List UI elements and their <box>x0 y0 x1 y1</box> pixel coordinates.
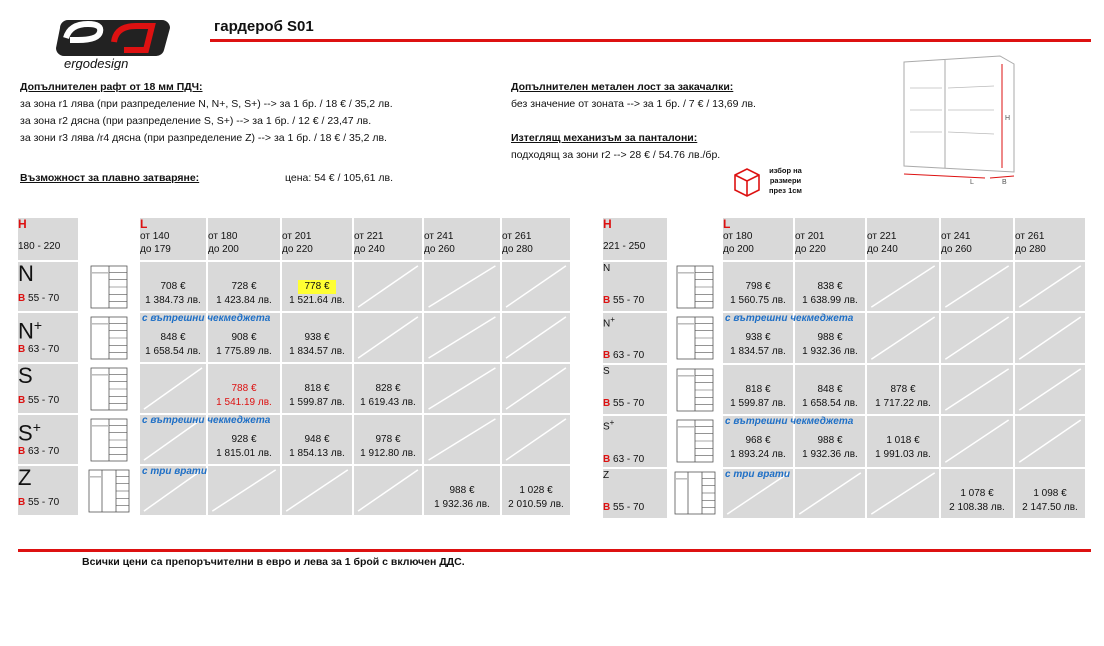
model-name: S <box>603 366 610 378</box>
unavailable-slash <box>941 262 1013 311</box>
wardrobe-layout-cell <box>80 466 138 515</box>
wardrobe-layout-cell <box>80 415 138 464</box>
unavailable-cell <box>140 364 206 413</box>
unavailable-cell <box>354 262 422 311</box>
right-col-4: от 261 до 280 <box>1015 218 1085 260</box>
left-row-z <box>18 466 570 515</box>
unavailable-slash <box>1015 365 1085 414</box>
price-bgn: 1 541.19 лв. <box>216 397 272 408</box>
left-col-5: от 261 до 280 <box>502 218 570 260</box>
wardrobe-layout-cell <box>669 416 721 466</box>
footer-note: Всички цени са препоръчителни в евро и лева за 1 брой с включен ДДС. <box>82 556 465 568</box>
price-bgn: 1 560.75 лв. <box>730 295 786 306</box>
depth-range: B 55 - 70 <box>603 295 645 306</box>
model-name: N+ <box>603 315 615 330</box>
shelf-line-2: за зона r2 дясна (при разпределение S, S+) --> за 1 бр. / 12 € / 23,47 лв. <box>20 115 372 127</box>
price-cell <box>424 466 500 515</box>
right-h-header: H 221 - 250 <box>603 218 667 260</box>
footer-divider <box>18 549 1091 552</box>
left-row-label <box>18 262 78 311</box>
price-eur: 1 078 € <box>960 487 994 499</box>
left-col-1: от 180 до 200 <box>208 218 280 260</box>
price-cell <box>867 365 939 414</box>
price-bgn: 1 599.87 лв. <box>289 397 345 408</box>
unavailable-cell <box>795 469 865 518</box>
price-eur: 908 € <box>231 332 257 343</box>
price-bgn: 1 717.22 лв. <box>875 398 931 410</box>
depth-range: B 63 - 70 <box>603 453 645 465</box>
unavailable-cell <box>354 313 422 362</box>
price-cell <box>723 365 793 414</box>
shelf-heading: Допълнителен рафт от 18 мм ПДЧ: <box>20 81 203 93</box>
price-eur: 978 € <box>375 434 401 445</box>
rod-info <box>511 79 756 113</box>
price-bgn: 1 991.03 лв. <box>875 449 931 461</box>
left-col-2: от 201 до 220 <box>282 218 352 260</box>
unavailable-slash <box>795 469 865 518</box>
row-note: с три врати <box>725 468 790 480</box>
model-name: N+ <box>18 317 43 344</box>
title-divider <box>210 39 1091 42</box>
unavailable-slash <box>354 313 422 362</box>
unavailable-slash <box>1015 313 1085 363</box>
wardrobe-s-icon <box>90 367 128 411</box>
price-bgn: 1 854.13 лв. <box>289 448 345 459</box>
price-cell <box>795 262 865 311</box>
left-row-n <box>18 262 570 311</box>
unavailable-slash <box>867 262 939 311</box>
unavailable-slash <box>941 313 1013 363</box>
right-row-label <box>603 469 667 518</box>
price-bgn: 1 775.89 лв. <box>216 346 272 357</box>
price-eur: 878 € <box>890 384 916 396</box>
price-eur: 948 € <box>304 434 330 445</box>
left-row-s <box>18 364 570 413</box>
model-name: Z <box>603 469 610 481</box>
unavailable-cell <box>867 469 939 518</box>
unavailable-cell <box>282 466 352 515</box>
right-row-label <box>603 416 667 466</box>
price-bgn: 1 932.36 лв. <box>434 499 490 510</box>
unavailable-slash <box>867 313 939 363</box>
unavailable-slash <box>208 466 280 515</box>
left-h-header: H 180 - 220 <box>18 218 78 260</box>
wardrobe-layout-cell <box>669 262 721 311</box>
wardrobe-s-icon <box>90 418 128 462</box>
left-row-label <box>18 466 78 515</box>
unavailable-cell <box>1015 262 1085 311</box>
price-cell <box>354 415 422 464</box>
unavailable-cell <box>424 415 500 464</box>
price-bgn: 1 619.43 лв. <box>360 397 416 408</box>
wardrobe-layout-cell <box>669 313 721 363</box>
price-eur: 788 € <box>231 383 257 394</box>
price-table-right <box>601 216 1087 520</box>
price-bgn: 2 010.59 лв. <box>508 499 564 510</box>
unavailable-cell <box>502 415 570 464</box>
unavailable-slash <box>502 313 570 362</box>
left-row-n-plus <box>18 313 570 362</box>
price-eur: 818 € <box>304 383 330 394</box>
right-col-2: от 221 до 240 <box>867 218 939 260</box>
wardrobe-n-icon <box>676 265 714 309</box>
depth-range: B 55 - 70 <box>18 395 60 406</box>
unavailable-cell <box>502 364 570 413</box>
soft-close-label: Възможност за плавно затваряне: <box>20 172 200 184</box>
price-cell <box>282 262 352 311</box>
left-col-0: L от 140 до 179 <box>140 218 206 260</box>
price-eur: 838 € <box>817 281 843 292</box>
left-body <box>18 262 570 515</box>
unavailable-slash <box>867 469 939 518</box>
row-note: с вътрешни чекмеджета <box>142 415 271 426</box>
price-cell <box>282 313 352 362</box>
unavailable-cell <box>502 262 570 311</box>
price-cell <box>941 469 1013 518</box>
unavailable-slash <box>354 466 422 515</box>
model-name: S+ <box>603 418 615 433</box>
unavailable-slash <box>502 364 570 413</box>
unavailable-slash <box>1015 416 1085 466</box>
price-cell <box>208 364 280 413</box>
price-bgn: 2 108.38 лв. <box>949 501 1005 513</box>
depth-range: B 63 - 70 <box>603 350 645 362</box>
price-bgn: 1 932.36 лв. <box>802 346 858 357</box>
depth-range: B 63 - 70 <box>18 446 60 458</box>
price-bgn: 1 658.54 лв. <box>145 346 201 357</box>
row-note: с вътрешни чекмеджета <box>142 313 271 324</box>
wardrobe-z-icon <box>88 469 130 513</box>
unavailable-cell <box>140 466 206 515</box>
right-row-z <box>603 469 1085 518</box>
row-note: с три врати <box>142 466 207 477</box>
price-eur: 798 € <box>745 281 771 292</box>
unavailable-cell <box>941 365 1013 414</box>
custom-size-text: избор на размери през 1см <box>769 166 802 195</box>
wardrobe-n-icon <box>676 316 714 360</box>
price-eur: 828 € <box>375 383 401 394</box>
right-row-label <box>603 313 667 363</box>
price-eur: 938 € <box>745 332 771 343</box>
price-eur: 1 028 € <box>519 485 553 496</box>
price-cell <box>140 262 206 311</box>
wardrobe-layout-cell <box>80 262 138 311</box>
unavailable-cell <box>723 469 793 518</box>
unavailable-slash <box>424 364 500 413</box>
shelf-info <box>20 79 393 147</box>
price-eur: 728 € <box>231 281 257 292</box>
unavailable-slash <box>502 415 570 464</box>
price-cell <box>723 262 793 311</box>
pants-info <box>511 130 720 164</box>
wardrobe-drawing <box>890 50 1030 185</box>
price-eur: 968 € <box>745 435 771 447</box>
price-bgn: 2 147.50 лв. <box>1022 501 1078 513</box>
model-name: N <box>603 263 611 274</box>
model-name: S+ <box>18 419 41 446</box>
price-table-left <box>16 216 572 517</box>
unavailable-slash <box>941 416 1013 466</box>
drawing-l-label: L <box>970 179 974 185</box>
wardrobe-n-icon <box>90 265 128 309</box>
unavailable-cell <box>941 313 1013 363</box>
unavailable-slash <box>282 466 352 515</box>
price-eur: 848 € <box>817 384 843 396</box>
unavailable-slash <box>941 365 1013 414</box>
unavailable-cell <box>941 262 1013 311</box>
left-row-s-plus <box>18 415 570 464</box>
unavailable-cell <box>941 416 1013 466</box>
drawing-b-label: B <box>1002 179 1007 185</box>
rod-heading: Допълнителен метален лост за закачалки: <box>511 81 734 93</box>
pants-line: подходящ за зони r2 --> 28 € / 54.76 лв./бр. <box>511 149 721 161</box>
right-col-3: от 241 до 260 <box>941 218 1013 260</box>
unavailable-slash <box>1015 262 1085 311</box>
drawing-h-label: H <box>1005 115 1011 122</box>
logo-text: ergodesign <box>64 56 129 70</box>
right-col-1: от 201 до 220 <box>795 218 865 260</box>
price-bgn: 1 932.36 лв. <box>802 449 858 461</box>
price-eur: 1 018 € <box>886 435 920 447</box>
row-note: с вътрешни чекмеджета <box>725 313 854 324</box>
unavailable-slash <box>424 415 500 464</box>
model-name: N <box>18 261 34 286</box>
price-eur: 938 € <box>304 332 330 343</box>
price-eur: 988 € <box>449 485 475 496</box>
unavailable-slash <box>140 364 206 413</box>
unavailable-cell <box>1015 365 1085 414</box>
price-cell <box>354 364 422 413</box>
left-row-label <box>18 415 78 464</box>
price-eur: 928 € <box>231 434 257 445</box>
unavailable-cell <box>424 364 500 413</box>
shelf-line-3: за зони r3 лява /r4 дясна (при разпределение Z) --> за 1 бр. / 18 € / 35,2 лв. <box>20 132 387 144</box>
left-col-3: от 221 до 240 <box>354 218 422 260</box>
depth-range: B 55 - 70 <box>18 293 60 304</box>
unavailable-slash <box>424 313 500 362</box>
pants-heading: Изтеглящ механизъм за панталони: <box>511 132 698 144</box>
price-bgn: 1 834.57 лв. <box>730 346 786 357</box>
row-note: с вътрешни чекмеджета <box>725 416 854 428</box>
depth-range: B 55 - 70 <box>18 497 60 508</box>
price-cell <box>282 415 352 464</box>
price-eur: 988 € <box>817 332 843 343</box>
price-eur: 778 € <box>298 280 335 294</box>
left-row-label <box>18 364 78 413</box>
unavailable-cell <box>354 466 422 515</box>
price-bgn: 1 912.80 лв. <box>360 448 416 459</box>
price-bgn: 1 599.87 лв. <box>730 398 786 410</box>
right-row-n <box>603 262 1085 311</box>
right-body <box>603 262 1085 518</box>
shelf-line-1: за зона r1 лява (при разпределение N, N+, S, S+) --> за 1 бр. / 18 € / 35,2 лв. <box>20 98 393 110</box>
unavailable-cell <box>867 262 939 311</box>
price-eur: 988 € <box>817 435 843 447</box>
right-row-s <box>603 365 1085 414</box>
right-row-n-plus <box>603 313 1085 363</box>
depth-range: B 55 - 70 <box>603 398 645 410</box>
price-bgn: 1 638.99 лв. <box>802 295 858 306</box>
wardrobe-s-icon <box>676 419 714 463</box>
price-eur: 708 € <box>160 281 186 292</box>
box-icon <box>733 166 761 198</box>
price-cell <box>282 364 352 413</box>
price-bgn: 1 423.84 лв. <box>216 295 272 306</box>
unavailable-slash <box>502 262 570 311</box>
rod-line: без значение от зоната --> за 1 бр. / 7 € / 13,69 лв. <box>511 98 756 110</box>
price-bgn: 1 834.57 лв. <box>289 346 345 357</box>
unavailable-slash <box>424 262 500 311</box>
page-title: гардероб S01 <box>214 18 314 35</box>
price-cell <box>502 466 570 515</box>
price-bgn: 1 815.01 лв. <box>216 448 272 459</box>
price-cell <box>867 416 939 466</box>
unavailable-cell <box>1015 416 1085 466</box>
right-row-label <box>603 262 667 311</box>
price-eur: 818 € <box>745 384 771 396</box>
model-name: Z <box>18 465 32 490</box>
unavailable-slash <box>354 262 422 311</box>
wardrobe-layout-cell <box>80 313 138 362</box>
model-name: S <box>18 363 33 388</box>
price-bgn: 1 384.73 лв. <box>145 295 201 306</box>
price-cell <box>1015 469 1085 518</box>
wardrobe-z-icon <box>674 471 716 515</box>
unavailable-cell <box>1015 313 1085 363</box>
price-cell <box>795 365 865 414</box>
right-row-s-plus <box>603 416 1085 466</box>
wardrobe-s-icon <box>676 368 714 412</box>
wardrobe-layout-cell <box>669 469 721 518</box>
right-col-0: L от 180 до 200 <box>723 218 793 260</box>
left-row-label <box>18 313 78 362</box>
price-cell <box>208 262 280 311</box>
soft-close-price: цена: 54 € / 105,61 лв. <box>285 172 394 184</box>
depth-range: B 63 - 70 <box>18 344 60 356</box>
right-row-label <box>603 365 667 414</box>
price-eur: 848 € <box>160 332 186 343</box>
ergodesign-logo <box>52 16 182 70</box>
unavailable-cell <box>502 313 570 362</box>
price-bgn: 1 658.54 лв. <box>802 398 858 410</box>
wardrobe-layout-cell <box>80 364 138 413</box>
price-bgn: 1 893.24 лв. <box>730 449 786 461</box>
price-bgn: 1 521.64 лв. <box>289 295 345 306</box>
left-col-4: от 241 до 260 <box>424 218 500 260</box>
price-eur: 1 098 € <box>1033 487 1067 499</box>
depth-range: B 55 - 70 <box>603 501 645 513</box>
unavailable-cell <box>424 262 500 311</box>
wardrobe-layout-cell <box>669 365 721 414</box>
unavailable-cell <box>424 313 500 362</box>
wardrobe-n-icon <box>90 316 128 360</box>
unavailable-cell <box>208 466 280 515</box>
unavailable-cell <box>867 313 939 363</box>
